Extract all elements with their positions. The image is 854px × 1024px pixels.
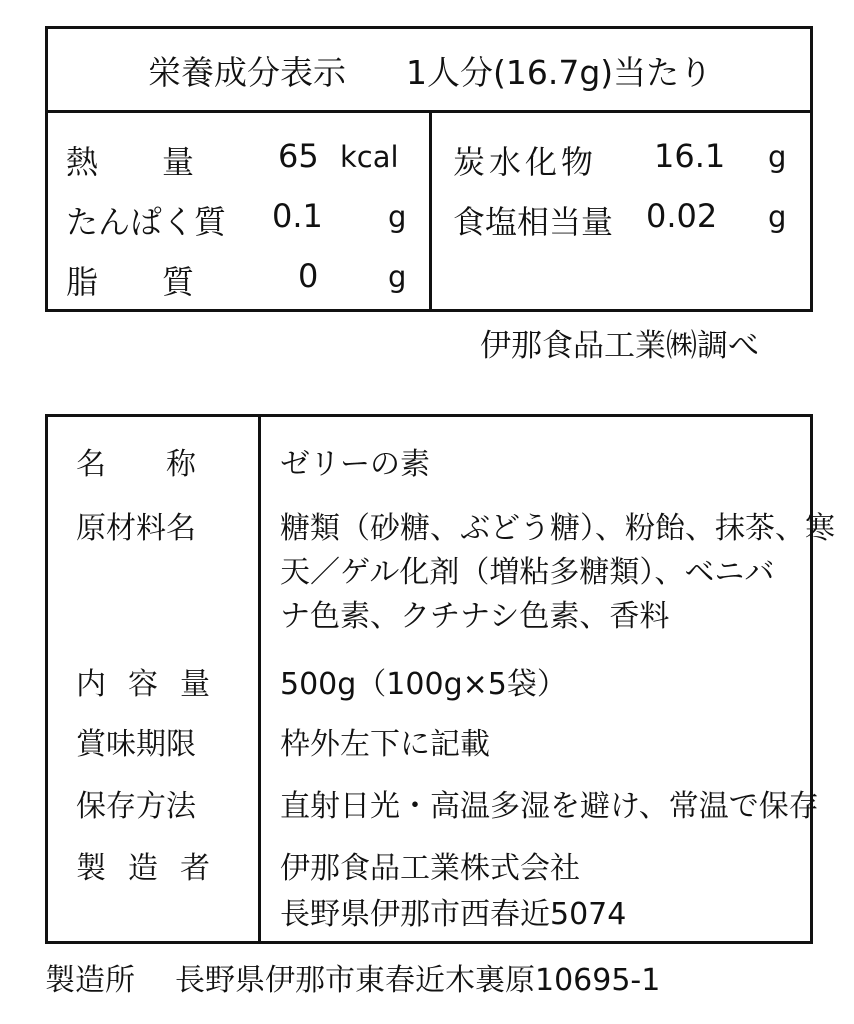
info-value-storage: 直射日光・高温多湿を避け、常温で保存 (280, 789, 819, 824)
info-value-name: ゼリーの素 (280, 447, 430, 482)
nutrient-value-energy: 65 (278, 137, 319, 175)
info-value-ingredients-line2: 天／ゲル化剤（増粘多糖類）、ベニバ (280, 555, 775, 590)
nutrient-unit-fat: g (388, 260, 407, 294)
info-label-storage: 保存方法 (76, 789, 196, 824)
info-column-divider (258, 417, 261, 941)
info-value-contents: 500g（100g×5袋） (280, 667, 567, 702)
nutrient-value-carbohydrate: 16.1 (654, 137, 726, 175)
factory-label: 製造所 (45, 963, 135, 998)
info-label-manufacturer: 製造者 (76, 851, 232, 886)
info-value-manufacturer-line2: 長野県伊那市西春近5074 (280, 897, 627, 932)
nutrition-table (45, 26, 813, 312)
nutrient-unit-energy: kcal (340, 140, 399, 174)
info-label-ingredients: 原材料名 (76, 511, 196, 546)
nutrient-value-fat: 0 (298, 257, 319, 295)
info-value-ingredients-line1: 糖類（砂糖、ぶどう糖）、粉飴、抹茶、寒 (280, 511, 835, 546)
nutrient-unit-salt: g (768, 200, 787, 234)
nutrition-column-divider (429, 113, 432, 309)
nutrient-name-energy: 熱 量 (66, 143, 195, 181)
nutrient-unit-protein: g (388, 200, 407, 234)
nutrient-name-protein: たんぱく質 (66, 203, 227, 241)
info-value-best-before: 枠外左下に記載 (280, 727, 490, 762)
factory-address: 長野県伊那市東春近木裏原10695-1 (175, 963, 661, 998)
info-value-manufacturer-line1: 伊那食品工業株式会社 (280, 851, 580, 886)
nutrient-name-carbohydrate: 炭水化物 (453, 143, 598, 181)
info-label-best-before: 賞味期限 (76, 727, 196, 762)
nutrient-name-fat: 脂 質 (66, 263, 195, 301)
info-label-contents: 内容量 (76, 667, 232, 702)
nutrient-value-protein: 0.1 (272, 197, 323, 235)
nutrient-name-salt: 食塩相当量 (453, 203, 614, 241)
product-info-table (45, 414, 835, 944)
info-value-ingredients-line3: ナ色素、クチナシ色素、香料 (280, 599, 670, 634)
nutrient-value-salt: 0.02 (646, 197, 718, 235)
nutrient-unit-carbohydrate: g (768, 140, 787, 174)
nutrition-source: 伊那食品工業㈱調べ (480, 328, 759, 364)
nutrition-serving: 1人分(16.7g)当たり (406, 53, 713, 92)
info-label-name: 名 称 (76, 447, 196, 482)
nutrition-title: 栄養成分表示 (148, 53, 346, 92)
